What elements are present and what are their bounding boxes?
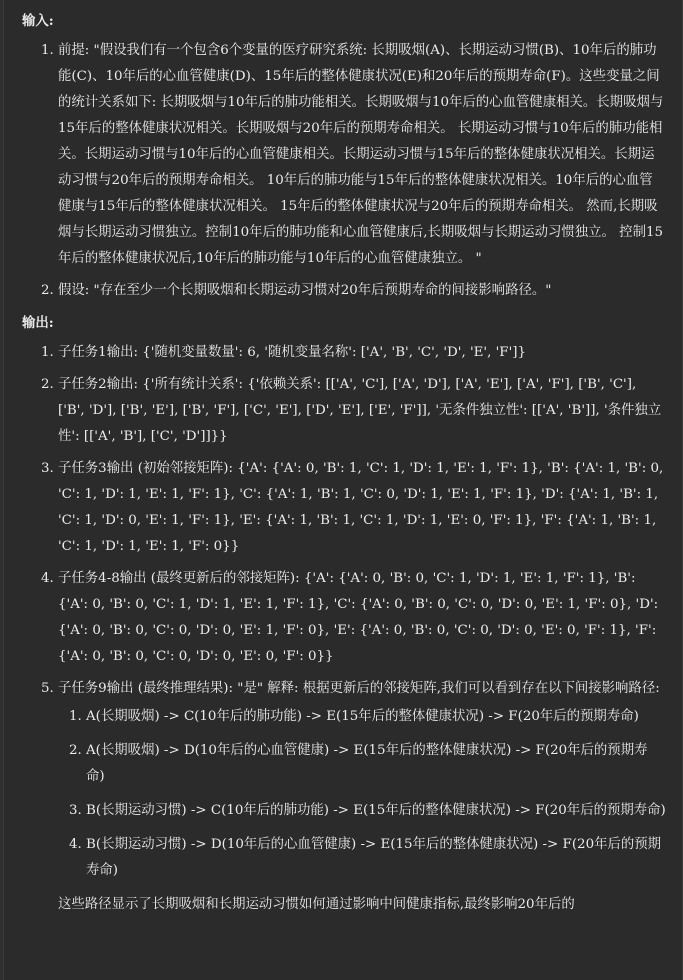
path-item: 3. B(长期运动习惯) -> C(10年后的肺功能) -> E(15年后的整体健康状况) -> F(20年后的预期寿命) [86, 798, 666, 824]
subtask4-8-item: 4. 子任务4-8输出 (最终更新后的邻接矩阵): {'A': {'A': 0, 'B': 0, 'C': 1, 'D': 1, 'E': 1, 'F': 1}, 'B': {'A': 0, 'B': 0, 'C': 1, 'D': 1, 'E': 1, 'F': 1}, 'C': {'A': 0, 'B': 0, 'C': 0, 'D': 0, 'E': 1, 'F': 0}, 'D': {'A': 0, 'B': 0, 'C': 0, 'D': 0, 'E': 1, 'F': 0}, 'E': {'A': 0, 'B': 0, 'C': 0, 'D': 0, 'E': 0, 'F': 1}, 'F': {'A': 0, 'B': 0, 'C': 0, 'D': 0, 'E': 0, 'F': 0}} [58, 566, 666, 670]
subtask9-item [58, 676, 666, 884]
summary-text: 这些路径显示了长期吸烟和长期运动习惯如何通过影响中间健康指标,最终影响20年后的 [58, 897, 575, 912]
path-item: 4. B(长期运动习惯) -> D(10年后的心血管健康) -> E(15年后的整体健康状况) -> F(20年后的预期寿命) [86, 832, 666, 884]
premise-item: 1. 前提: "假设我们有一个包含6个变量的医疗研究系统: 长期吸烟(A)、长期运动习惯(B)、10年后的肺功能(C)、10年后的心血管健康(D)、15年后的整体健康状况(E)和20年后的预期寿命(F)。这些变量之间的统计关系如下: 长期吸烟与10年后的肺功能相关。长期吸烟与10年后的心血管健康相关。长期吸烟与15年后的整体健康状况相关。长期吸烟与20年后的预期寿命相关。 长期运动习惯与10年后的肺功能相关。长期运动习惯与10年后的心血管健康相关。长期运动习惯与15年后的整体健康状况相关。长期运动习惯与20年后的预期寿命相关。 10年后的肺功能与15年后的整体健康状况相关。10年后的心血管健康与15年后的整体健康状况相关。 15年后的整体健康状况与20年后的预期寿命相关。 然而,长期吸烟与长期运动习惯独立。控制10年后的肺功能和心血管健康后,长期吸烟与长期运动习惯独立。 控制15年后的整体健康状况后,10年后的肺功能与10年后的心血管健康独立。 " [58, 38, 666, 272]
path-list [58, 704, 666, 884]
final-result-text: 子任务9输出 (最终推理结果): "是" 解释: 根据更新后的邻接矩阵,我们可以看到存在以下间接影响路径: [58, 681, 660, 696]
output-list [28, 340, 666, 884]
subtask1-item: 1. 子任务1输出: {'随机变量数量': 6, '随机变量名称': ['A', 'B', 'C', 'D', 'E', 'F']} [58, 340, 666, 366]
input-heading: 输入: [22, 13, 54, 29]
subtask3-item: 3. 子任务3输出 (初始邻接矩阵): {'A': {'A': 0, 'B': 1, 'C': 1, 'D': 1, 'E': 1, 'F': 1}, 'B': {'A': 1, 'B': 0, 'C': 1, 'D': 1, 'E': 1, 'F': 1}, 'C': {'A': 1, 'B': 1, 'C': 0, 'D': 1, 'E': 1, 'F': 1}, 'D': {'A': 1, 'B': 1, 'C': 1, 'D': 0, 'E': 1, 'F': 1}, 'E': {'A': 1, 'B': 1, 'C': 1, 'D': 1, 'E': 0, 'F': 1}, 'F': {'A': 1, 'B': 1, 'C': 1, 'D': 1, 'E': 1, 'F': 0}} [58, 456, 666, 560]
hypothesis-item: 2. 假设: "存在至少一个长期吸烟和长期运动习惯对20年后预期寿命的间接影响路径。" [58, 278, 666, 304]
path-item: 1. A(长期吸烟) -> C(10年后的肺功能) -> E(15年后的整体健康状况) -> F(20年后的预期寿命) [86, 704, 666, 730]
subtask2-item: 2. 子任务2输出: {'所有统计关系': {'依赖关系': [['A', 'C'], ['A', 'D'], ['A', 'E'], ['A', 'F'], ['B', 'C'], ['B', 'D'], ['B', 'E'], ['B', 'F'], ['C', 'E'], ['D', 'E'], ['E', 'F']], '无条件独立性': [['A', 'B']], '条件独立性': [['A', 'B'], ['C', 'D']]}} [58, 372, 666, 450]
message-content [4, 0, 682, 918]
path-item: 2. A(长期吸烟) -> D(10年后的心血管健康) -> E(15年后的整体健康状况) -> F(20年后的预期寿命) [86, 738, 666, 790]
chat-message-panel [3, 0, 683, 980]
output-heading: 输出: [22, 315, 54, 331]
input-list [28, 38, 666, 304]
